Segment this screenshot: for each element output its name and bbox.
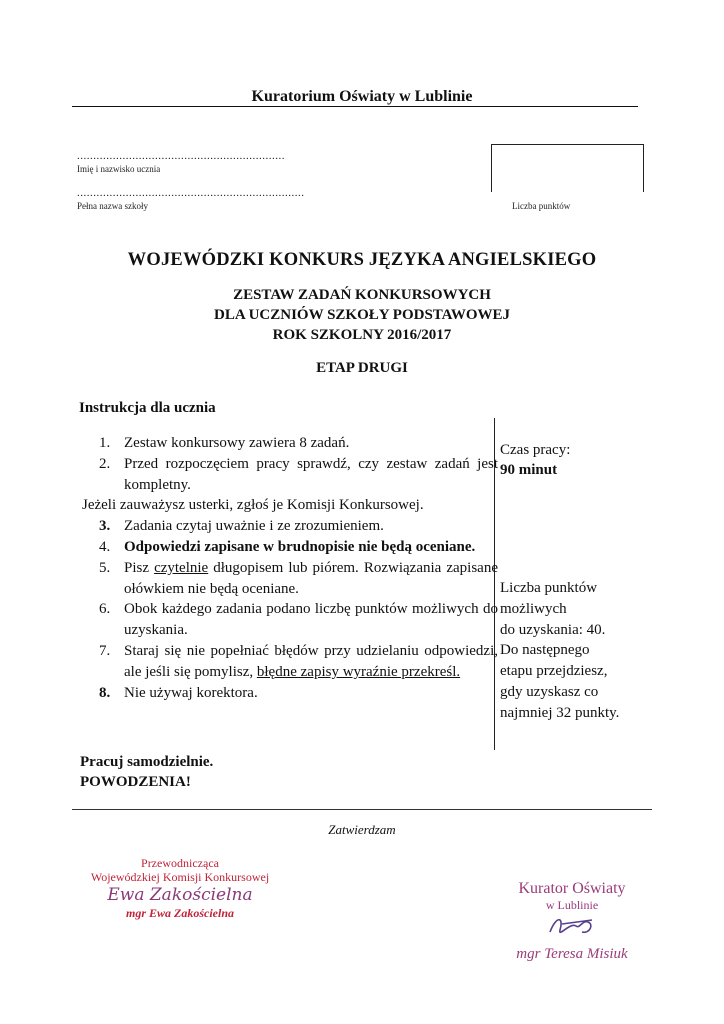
points-line: możliwych	[500, 600, 567, 617]
item-number: 5.	[99, 559, 111, 576]
list-item	[82, 558, 498, 600]
stage-title: ETAP DRUGI	[316, 360, 408, 376]
closing-text	[80, 752, 213, 792]
header-title: Kuratorium Oświaty w Lublinie	[251, 88, 473, 105]
stamp-line: Wojewódzkiej Komisji Konkursowej	[90, 870, 270, 884]
list-item	[82, 454, 498, 496]
item-text-underlined: czytelnie	[154, 559, 209, 576]
points-line: etapu przejdziesz,	[500, 663, 608, 680]
approval-label: Zatwierdzam	[328, 822, 396, 837]
curator-stamp	[482, 880, 662, 963]
subtitle-line-2: DLA UCZNIÓW SZKOŁY PODSTAWOWEJ	[213, 307, 511, 323]
list-item	[82, 433, 498, 454]
item-text: Przed rozpoczęciem pracy sprawdź, czy zestaw zadań jest kompletny.	[124, 455, 498, 493]
score-box	[491, 144, 644, 192]
list-item	[82, 599, 498, 641]
item-number: 7.	[99, 642, 111, 659]
name-dotted-line: ................................................................	[77, 150, 285, 162]
item-text-b: długopisem lub piórem. Rozwiązania zapisane ołówkiem nie będą oceniane.	[124, 559, 498, 597]
header-divider	[72, 106, 638, 107]
closing-line-1: Pracuj samodzielnie.	[80, 754, 214, 770]
points-line: Do następnego	[500, 642, 590, 659]
stamp-line: Kurator Oświaty	[518, 880, 626, 897]
subtitle-line-1: ZESTAW ZADAŃ KONKURSOWYCH	[233, 287, 491, 303]
item-text: Odpowiedzi zapisane w brudnopisie nie będą oceniane.	[124, 538, 476, 555]
contest-title: WOJEWÓDZKI KONKURS JĘZYKA ANGIELSKIEGO	[127, 250, 597, 270]
item-number: 2.	[99, 455, 111, 472]
item-text: Zestaw konkursowy zawiera 8 zadań.	[124, 435, 350, 451]
points-line: do uzyskania: 40.	[500, 621, 606, 638]
name-field-label: Imię i nazwisko ucznia	[77, 164, 161, 174]
stamp-name: mgr Teresa Misiuk	[516, 946, 628, 962]
item-number: 3.	[99, 518, 111, 535]
school-dotted-line: ......................................................................	[77, 187, 305, 199]
instructions-list	[82, 433, 498, 703]
list-note: Jeżeli zauważysz usterki, zgłoś je Komisji Konkursowej.	[82, 497, 424, 514]
list-item	[82, 683, 498, 704]
item-number: 8.	[99, 684, 111, 701]
item-number: 1.	[99, 435, 111, 451]
stamp-name: mgr Ewa Zakościelna	[125, 906, 234, 920]
closing-line-2: POWODZENIA!	[80, 774, 191, 790]
footer-divider	[72, 809, 652, 810]
handwritten-signature: Ewa Zakościelna	[107, 885, 253, 905]
score-box-label: Liczba punktów	[512, 201, 571, 211]
item-text: Nie używaj korektora.	[124, 684, 258, 701]
time-label: Czas pracy:	[500, 442, 571, 458]
stamp-line: Przewodnicząca	[141, 856, 219, 870]
item-number: 4.	[99, 538, 111, 555]
school-year: ROK SZKOLNY 2016/2017	[272, 327, 452, 343]
signature-scribble-icon	[542, 912, 602, 940]
item-text: Zadania czytaj uważnie i ze zrozumieniem.	[124, 518, 384, 535]
item-text-a: Pisz	[124, 559, 155, 576]
points-info	[500, 578, 640, 724]
time-value: 90 minut	[500, 462, 558, 478]
points-line: Liczba punktów	[500, 580, 598, 596]
list-item	[82, 537, 498, 558]
instructions-heading: Instrukcja dla ucznia	[79, 400, 216, 416]
stamp-line: w Lublinie	[545, 898, 599, 912]
item-text-underlined: błędne zapisy wyraźnie przekreśl.	[256, 663, 461, 680]
list-item	[82, 516, 498, 537]
school-field-label: Pełna nazwa szkoły	[77, 201, 148, 211]
points-line: gdy uzyskasz co	[500, 683, 599, 700]
chair-stamp	[60, 856, 300, 920]
item-text-a: Staraj się nie popełniać błędów przy udzielaniu odpowiedzi, ale jeśli się pomylisz,	[124, 642, 498, 680]
item-number: 6.	[99, 601, 111, 618]
points-line: najmniej 32 punkty.	[500, 704, 620, 721]
list-item	[82, 641, 498, 683]
item-text: Obok każdego zadania podano liczbę punktów możliwych do uzyskania.	[124, 601, 498, 639]
